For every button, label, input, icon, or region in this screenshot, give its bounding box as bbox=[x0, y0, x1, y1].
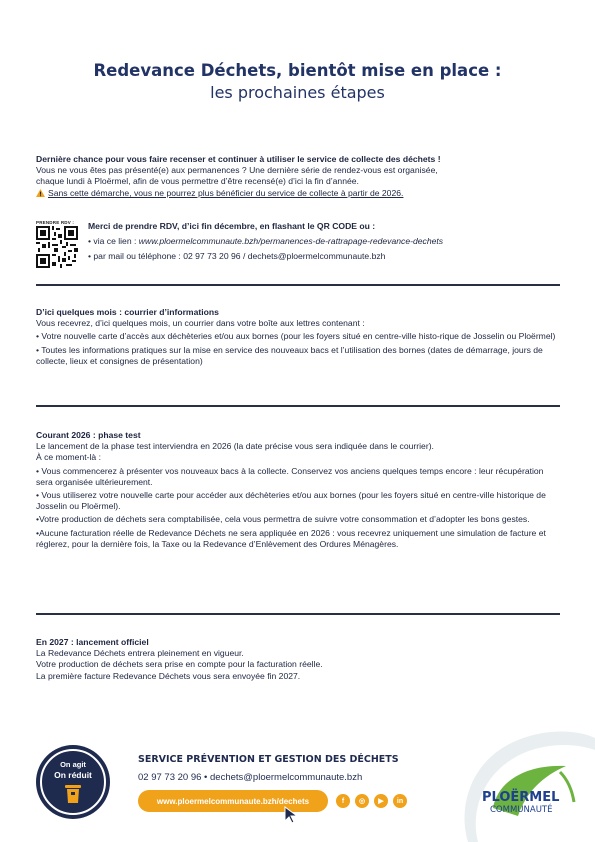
section3-intro1: Le lancement de la phase test interviendra en 2026 (la date précise vous sera indiquée dans le courrier). bbox=[36, 441, 434, 452]
section4-line2: Votre production de déchets sera prise en compte pour la facturation réelle. bbox=[36, 659, 323, 670]
section2-bullet2: • Toutes les informations pratiques sur la mise en service des nouveaux bacs et l’utilisation des bornes (dates de démarrage, jours de collecte, lieux et consignes de présentation) bbox=[36, 344, 543, 366]
section4-line3: La première facture Redevance Déchets vous sera envoyée fin 2027. bbox=[36, 670, 301, 681]
section3-bullet1: • Vous commencerez à présenter vos nouveaux bacs à la collecte. Conservez vos anciens quelques temps encore : leur récupération sera organisée ultérieurement. bbox=[36, 465, 544, 487]
trash-bin-icon bbox=[64, 784, 82, 804]
rdv-heading: Merci de prendre RDV, d’ici fin décembre, en flashant le QR CODE ou : bbox=[88, 221, 376, 231]
title-line1: Redevance Déchets, bientôt mise en place : bbox=[93, 61, 502, 80]
section1-line1: Vous ne vous êtes pas présenté(e) aux permanences ? Une dernière série de rendez-vous est organisée, bbox=[36, 165, 438, 176]
section4-line1: La Redevance Déchets entrera pleinement en vigueur. bbox=[36, 648, 244, 659]
rdv-link-prefix: • via ce lien : bbox=[88, 236, 139, 247]
ploermel-logo bbox=[448, 720, 595, 842]
service-phone[interactable]: 02 97 73 20 96 bbox=[138, 772, 202, 783]
section2-heading: D’ici quelques mois : courrier d’informations bbox=[36, 307, 219, 317]
rdv-contact: • par mail ou téléphone : 02 97 73 20 96 / dechets@ploermelcommunaute.bzh bbox=[88, 251, 386, 262]
separator-2 bbox=[36, 405, 560, 407]
page-title bbox=[0, 60, 595, 104]
badge-line2: On réduit bbox=[54, 770, 92, 780]
rdv-block bbox=[88, 221, 558, 267]
separator-1 bbox=[36, 284, 560, 286]
badge-ring bbox=[40, 749, 106, 815]
qr-code-icon[interactable] bbox=[36, 226, 78, 268]
logo-line2: COMMUNAUTÉ bbox=[490, 805, 553, 815]
youtube-icon[interactable]: ▶ bbox=[374, 794, 388, 808]
separator-3 bbox=[36, 613, 560, 615]
on-agit-badge bbox=[36, 745, 110, 819]
section-lancement bbox=[36, 637, 560, 682]
section1-warning bbox=[36, 188, 560, 199]
section2-bullet1: • Votre nouvelle carte d’accès aux déchèteries et/ou aux bornes (pour les foyers situé en centre-ville histo-rique de Josselin ou Ploërmel) bbox=[36, 331, 556, 342]
qr-code-block[interactable] bbox=[36, 220, 82, 270]
service-email[interactable]: dechets@ploermelcommunaute.bzh bbox=[210, 772, 363, 783]
title-line2: les prochaines étapes bbox=[210, 83, 385, 102]
rdv-link[interactable]: www.ploermelcommunaute.bzh/permanences-de-rattrapage-redevance-dechets bbox=[138, 236, 444, 247]
contact-separator: • bbox=[201, 772, 211, 783]
section2-intro: Vous recevrez, d’ici quelques mois, un courrier dans votre boîte aux lettres contenant : bbox=[36, 318, 365, 329]
badge-line1: On agit bbox=[60, 760, 86, 769]
service-title: SERVICE PRÉVENTION ET GESTION DES DÉCHETS bbox=[138, 754, 399, 765]
section4-heading: En 2027 : lancement officiel bbox=[36, 637, 149, 647]
section3-intro2: À ce moment-là : bbox=[36, 452, 101, 463]
section3-bullet4: •Aucune facturation réelle de Redevance Déchets ne sera appliquée en 2026 : vous recevrez uniquement une simulation de facture et réglerez, pour la dernière fois, la Taxe ou la Redevance d’Enlèvement des Ordures Ménagères. bbox=[36, 527, 546, 549]
facebook-icon[interactable]: f bbox=[336, 794, 350, 808]
cursor-icon bbox=[284, 806, 300, 824]
website-url: www.ploermelcommunaute.bzh/dechets bbox=[156, 796, 310, 806]
linkedin-icon[interactable]: in bbox=[393, 794, 407, 808]
service-contact bbox=[138, 772, 362, 783]
section3-heading: Courant 2026 : phase test bbox=[36, 430, 141, 440]
section-last-chance bbox=[36, 154, 560, 199]
logo-line1: PLOËRMEL bbox=[482, 790, 560, 805]
warning-text: Sans cette démarche, vous ne pourrez plus bénéficier du service de collecte à partir de 2026. bbox=[48, 187, 404, 198]
instagram-icon[interactable]: ◎ bbox=[355, 794, 369, 808]
section-phase-test bbox=[36, 430, 560, 550]
rdv-link-line bbox=[88, 236, 558, 247]
section3-bullet3: •Votre production de déchets sera comptabilisée, cela vous permettra de suivre votre consommation et d’adopter les bons gestes. bbox=[36, 514, 530, 525]
warning-icon bbox=[36, 189, 45, 197]
qr-label: PRENDRE RDV : bbox=[36, 220, 75, 225]
section1-heading: Dernière chance pour vous faire recenser et continuer à utiliser le service de collecte des déchets ! bbox=[36, 154, 441, 164]
section1-line2: chaque lundi à Ploërmel, afin de vous permettre d’être recensé(e) d’ici la fin d’année. bbox=[36, 176, 359, 187]
section-courrier bbox=[36, 307, 560, 367]
section3-bullet2: • Vous utiliserez votre nouvelle carte pour accéder aux déchèteries et/ou aux bornes (pour les foyers situé en centre-ville historique de Josselin ou Ploërmel). bbox=[36, 490, 546, 512]
